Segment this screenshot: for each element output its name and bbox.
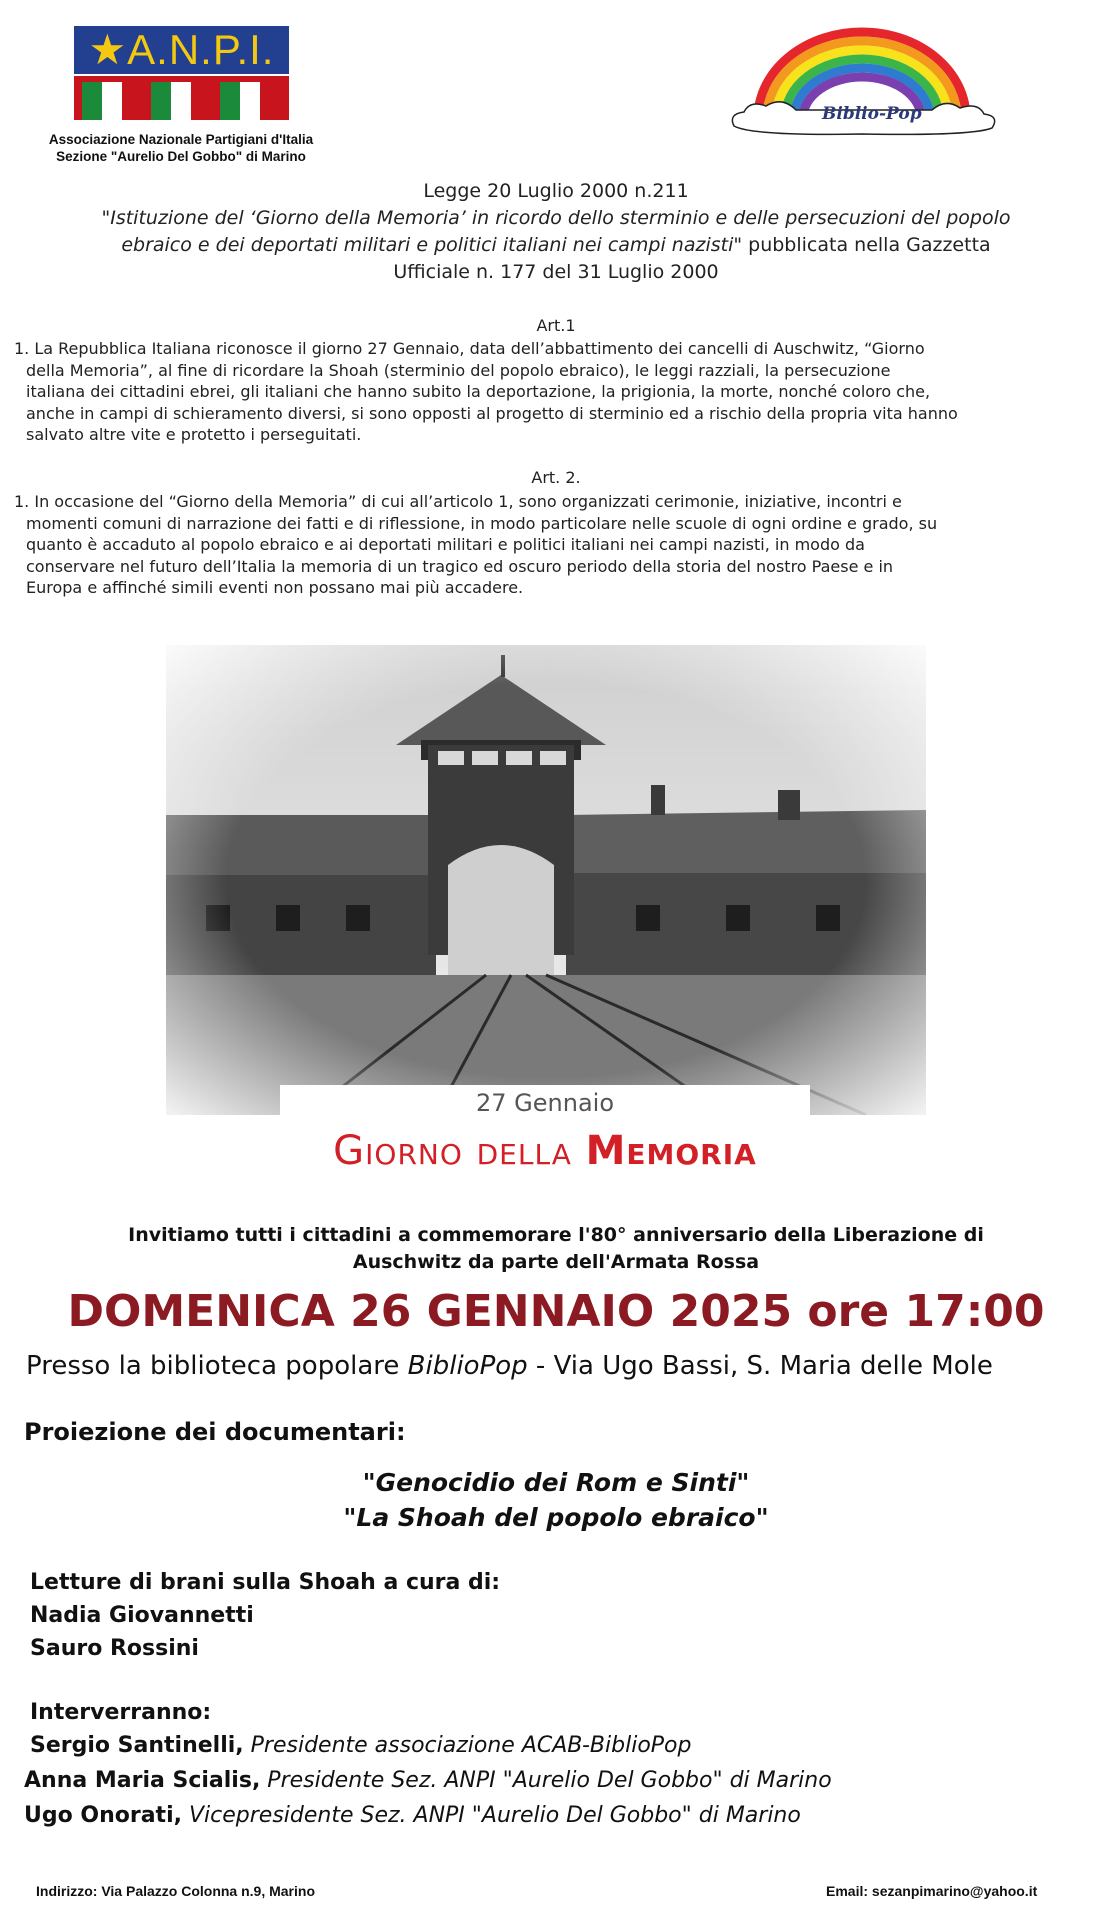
speaker-row: Anna Maria Scialis, Presidente Sez. ANPI "Aurelio Del Gobbo" di Marino bbox=[24, 1768, 832, 1793]
org-section: Sezione "Aurelio Del Gobbo" di Marino bbox=[56, 149, 306, 164]
invite-line2: Auschwitz da parte dell'Armata Rossa bbox=[352, 1251, 760, 1273]
speaker-row: Ugo Onorati, Vicepresidente Sez. ANPI "Aurelio Del Gobbo" di Marino bbox=[24, 1803, 801, 1828]
art1-title: Art.1 bbox=[536, 316, 576, 335]
banner-title: Giorno della Memoria bbox=[333, 1128, 757, 1174]
footer-address: Indirizzo: Via Palazzo Colonna n.9, Marino bbox=[36, 1883, 315, 1899]
bibliopop-logo bbox=[722, 18, 1004, 138]
italian-flag-icon bbox=[82, 82, 142, 120]
event-venue: Presso la biblioteca popolare BiblioPop - Via Ugo Bassi, S. Maria delle Mole bbox=[26, 1351, 993, 1381]
speakers-heading: Interverranno: bbox=[30, 1700, 212, 1725]
italian-flag-icon bbox=[151, 82, 211, 120]
film-title: "La Shoah del popolo ebraico" bbox=[343, 1503, 769, 1532]
reader-name: Nadia Giovannetti bbox=[30, 1603, 254, 1628]
auschwitz-gate-photo bbox=[166, 645, 926, 1115]
speaker-row: Sergio Santinelli, Presidente associazione ACAB-BiblioPop bbox=[30, 1733, 692, 1758]
event-date: DOMENICA 26 GENNAIO 2025 ore 17:00 bbox=[67, 1286, 1045, 1337]
anpi-logo bbox=[74, 26, 289, 122]
law-subtitle-line1: "Istituzione del ‘Giorno della Memoria’ in ricordo dello sterminio e delle persecuzioni del popolo bbox=[101, 207, 1011, 229]
footer-email[interactable]: Email: sezanpimarino@yahoo.it bbox=[826, 1883, 1038, 1899]
reader-name: Sauro Rossini bbox=[30, 1636, 199, 1661]
art2-title: Art. 2. bbox=[531, 468, 581, 487]
law-subtitle-line2: ebraico e dei deportati militari e politici italiani nei campi nazisti" pubblicata nella Gazzetta bbox=[121, 234, 991, 256]
invite-line1: Invitiamo tutti i cittadini a commemorare l'80° anniversario della Liberazione di bbox=[128, 1224, 984, 1246]
bibliopop-logo-text: Biblio-Pop bbox=[822, 104, 922, 124]
law-title: Legge 20 Luglio 2000 n.211 bbox=[423, 180, 689, 202]
law-subtitle-line3: Ufficiale n. 177 del 31 Luglio 2000 bbox=[393, 261, 719, 283]
anpi-flag-band bbox=[74, 76, 289, 120]
banner-date: 27 Gennaio bbox=[280, 1085, 810, 1121]
anpi-logo-text: ★A.N.P.I. bbox=[74, 26, 289, 74]
art2-body: 1. In occasione del “Giorno della Memoria” di cui all’articolo 1, sono organizzati cerimonie, iniziative, incontri e momenti comuni di narrazione dei fatti e di riflessione, in modo particolare nelle scuole di ogni ordine e grado, su quanto è accaduto al popolo ebraico e ai deportati militari e politici italiani nei campi nazisti, in modo da conservare nel futuro dell’Italia la memoria di un tragico ed oscuro periodo della storia del nostro Paese e in Europa e affinché simili eventi non possano mai più accadere. bbox=[14, 492, 938, 597]
italian-flag-icon bbox=[220, 82, 280, 120]
film-title: "Genocidio dei Rom e Sinti" bbox=[362, 1468, 750, 1497]
projection-heading: Proiezione dei documentari: bbox=[24, 1418, 406, 1446]
org-name: Associazione Nazionale Partigiani d'Italia bbox=[48, 132, 314, 147]
readings-heading: Letture di brani sulla Shoah a cura di: bbox=[30, 1570, 501, 1595]
art1-body: 1. La Repubblica Italiana riconosce il giorno 27 Gennaio, data dell’abbattimento dei cancelli di Auschwitz, “Giorno della Memoria”, al fine di ricordare la Shoah (sterminio del popolo ebraico), le leggi razziali, la persecuzione italiana dei cittadini ebrei, gli italiani che hanno subito la deportazione, la prigionia, la morte, nonché coloro che, anche in campi di schieramento diversi, si sono opposti al progetto di sterminio ed a rischio della propria vita hanno salvato altre vite e protetto i perseguitati. bbox=[14, 339, 958, 444]
